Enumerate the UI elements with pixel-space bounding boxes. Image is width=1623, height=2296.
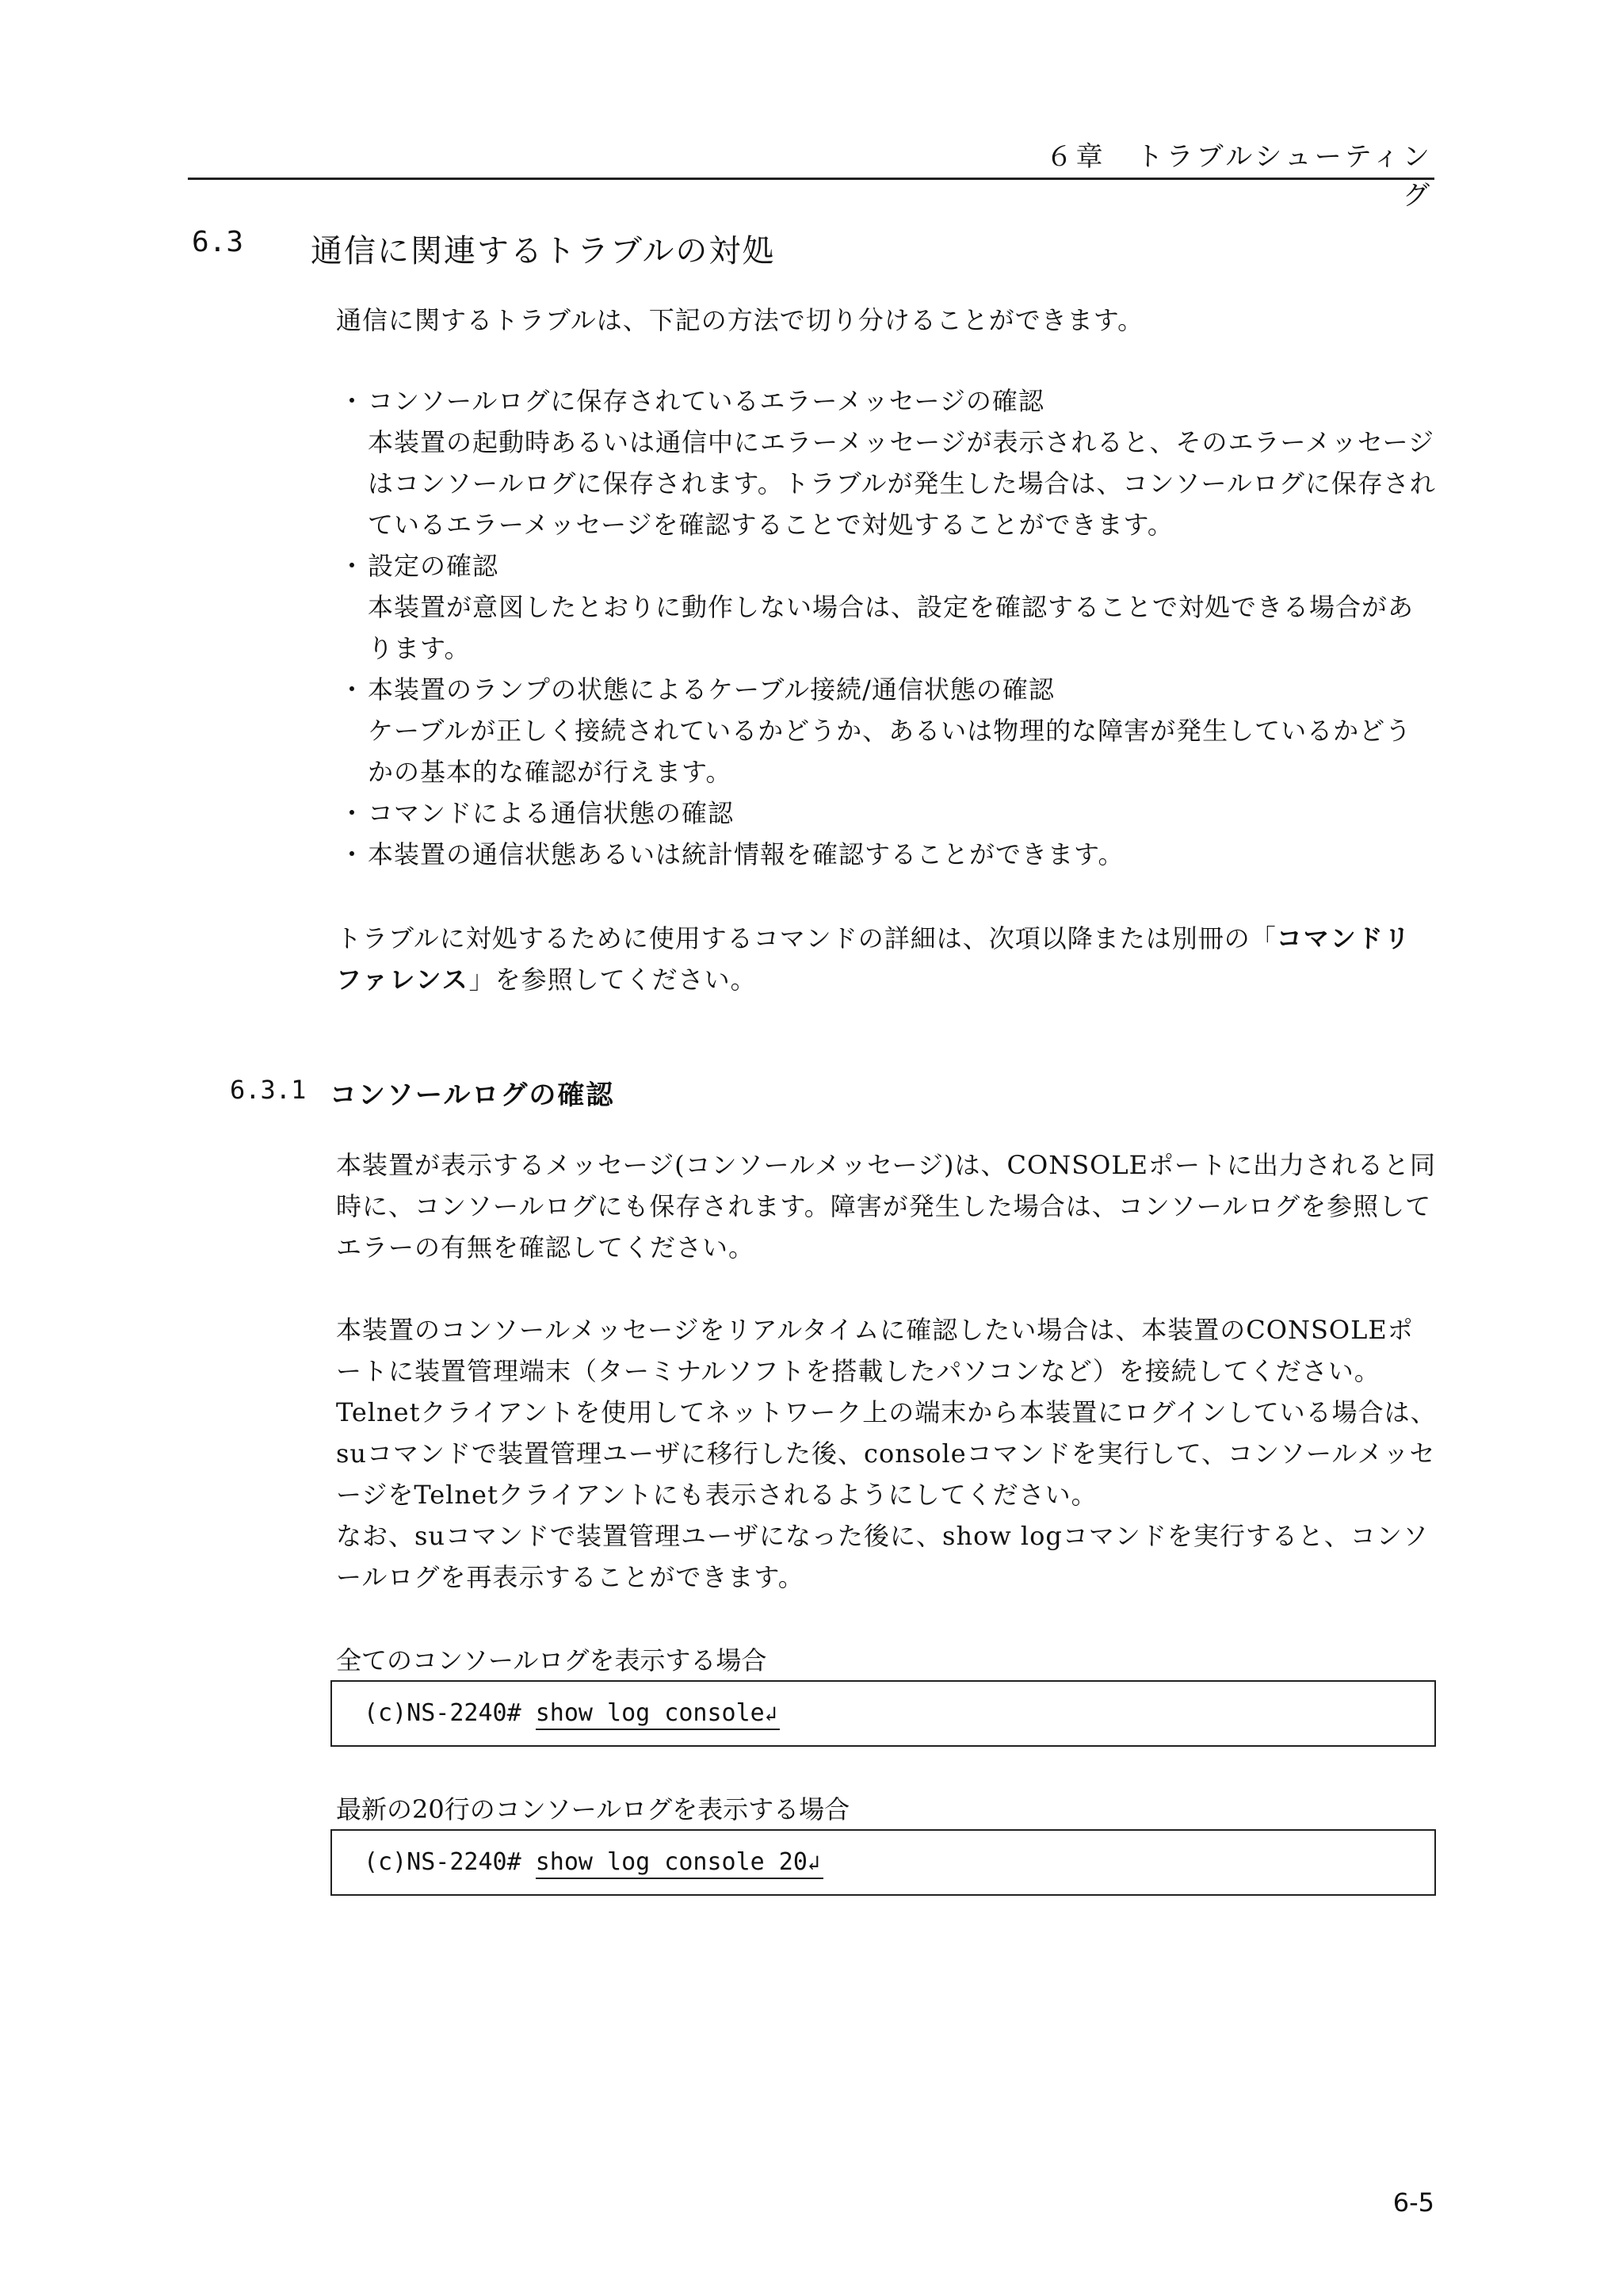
reference-prefix: トラブルに対処するために使用するコマンドの詳細は、次項以降または別冊の「 xyxy=(336,923,1277,953)
command-text xyxy=(536,1699,781,1730)
bullet-icon: ・ xyxy=(339,551,366,581)
command-prompt: (c)NS-2240# xyxy=(364,1699,536,1727)
bullet-icon: ・ xyxy=(339,386,366,416)
list-item-title: 設定の確認 xyxy=(368,551,499,581)
chapter-header: ６章 トラブルシューティング xyxy=(1045,141,1433,212)
list-item xyxy=(336,793,1438,834)
code-example-box xyxy=(330,1680,1436,1747)
header-rule xyxy=(188,178,1434,180)
subsection-title: コンソールログの確認 xyxy=(330,1079,615,1111)
bullet-icon: ・ xyxy=(339,674,366,705)
section-number: 6.3 xyxy=(192,226,244,258)
enter-key-icon: ↲ xyxy=(764,1702,777,1726)
subsection-number: 6.3.1 xyxy=(230,1075,307,1105)
command-value: show log console 20 xyxy=(535,1848,808,1876)
command-reference-title: コマンドリファレンス xyxy=(336,923,1411,995)
enter-key-icon: ↲ xyxy=(807,1851,820,1875)
list-item xyxy=(336,545,1438,669)
code-example-box xyxy=(330,1829,1436,1896)
list-item xyxy=(336,380,1438,545)
list-item-title: 本装置のランプの状態によるケーブル接続/通信状態の確認 xyxy=(368,674,1055,705)
bullet-list xyxy=(336,380,1438,875)
paragraph-text: 本装置のコンソールメッセージをリアルタイムに確認したい場合は、本装置のCONSOLEポートに装置管理端末（ターミナルソフトを搭載したパソコンなど）を接続してください。Telnetクライアントを使用してネットワーク上の端末から本装置にログインしている場合は、suコマンドで装置管理ユーザに移行した後、consoleコマンドを実行して、コンソールメッセージをTelnetクライアントにも表示されるようにしてください。 xyxy=(336,1315,1437,1510)
realtime-paragraph xyxy=(336,1309,1438,1598)
paragraph-text: なお、suコマンドで装置管理ユーザになった後に、show logコマンドを実行すると、コンソールログを再表示することができます。 xyxy=(336,1521,1429,1592)
console-message-paragraph xyxy=(336,1144,1438,1268)
list-item-title: コマンドによる通信状態の確認 xyxy=(368,798,735,828)
command-prompt: (c)NS-2240# xyxy=(364,1848,536,1876)
list-item-description: ケーブルが正しく接続されているかどうか、あるいは物理的な障害が発生しているかどうかの基本的な確認が行えます。 xyxy=(368,716,1412,787)
page-number: 6-5 xyxy=(1392,2187,1434,2218)
reference-suffix: 」を参照してください。 xyxy=(468,965,757,995)
code-line xyxy=(364,1699,780,1727)
code-line xyxy=(364,1848,823,1876)
paragraph-text: 本装置が表示するメッセージ(コンソールメッセージ)は、CONSOLEポートに出力されると同時に、コンソールログにも保存されます。障害が発生した場合は、コンソールログを参照してエラーの有無を確認してください。 xyxy=(336,1150,1437,1263)
list-item-title: 本装置の通信状態あるいは統計情報を確認することができます。 xyxy=(368,839,1125,869)
reference-paragraph xyxy=(336,918,1438,1000)
command-text xyxy=(536,1848,823,1879)
list-item-description: 本装置が意図したとおりに動作しない場合は、設定を確認することで対処できる場合があります。 xyxy=(368,592,1415,663)
intro-paragraph: 通信に関するトラブルは、下記の方法で切り分けることができます。 xyxy=(336,305,1144,335)
list-item-title: コンソールログに保存されているエラーメッセージの確認 xyxy=(368,386,1044,416)
example-caption: 最新の20行のコンソールログを表示する場合 xyxy=(336,1794,850,1824)
bullet-icon: ・ xyxy=(339,839,366,869)
list-item xyxy=(336,669,1438,793)
section-title: 通信に関連するトラブルの対処 xyxy=(311,233,776,269)
bullet-icon: ・ xyxy=(339,798,366,828)
command-value: show log console xyxy=(535,1699,765,1727)
list-item-description: 本装置の起動時あるいは通信中にエラーメッセージが表示されると、そのエラーメッセージはコンソールログに保存されます。トラブルが発生した場合は、コンソールログに保存されているエラーメッセージを確認することで対処することができます。 xyxy=(368,427,1436,540)
example-caption: 全てのコンソールログを表示する場合 xyxy=(336,1645,767,1675)
list-item xyxy=(336,834,1438,875)
